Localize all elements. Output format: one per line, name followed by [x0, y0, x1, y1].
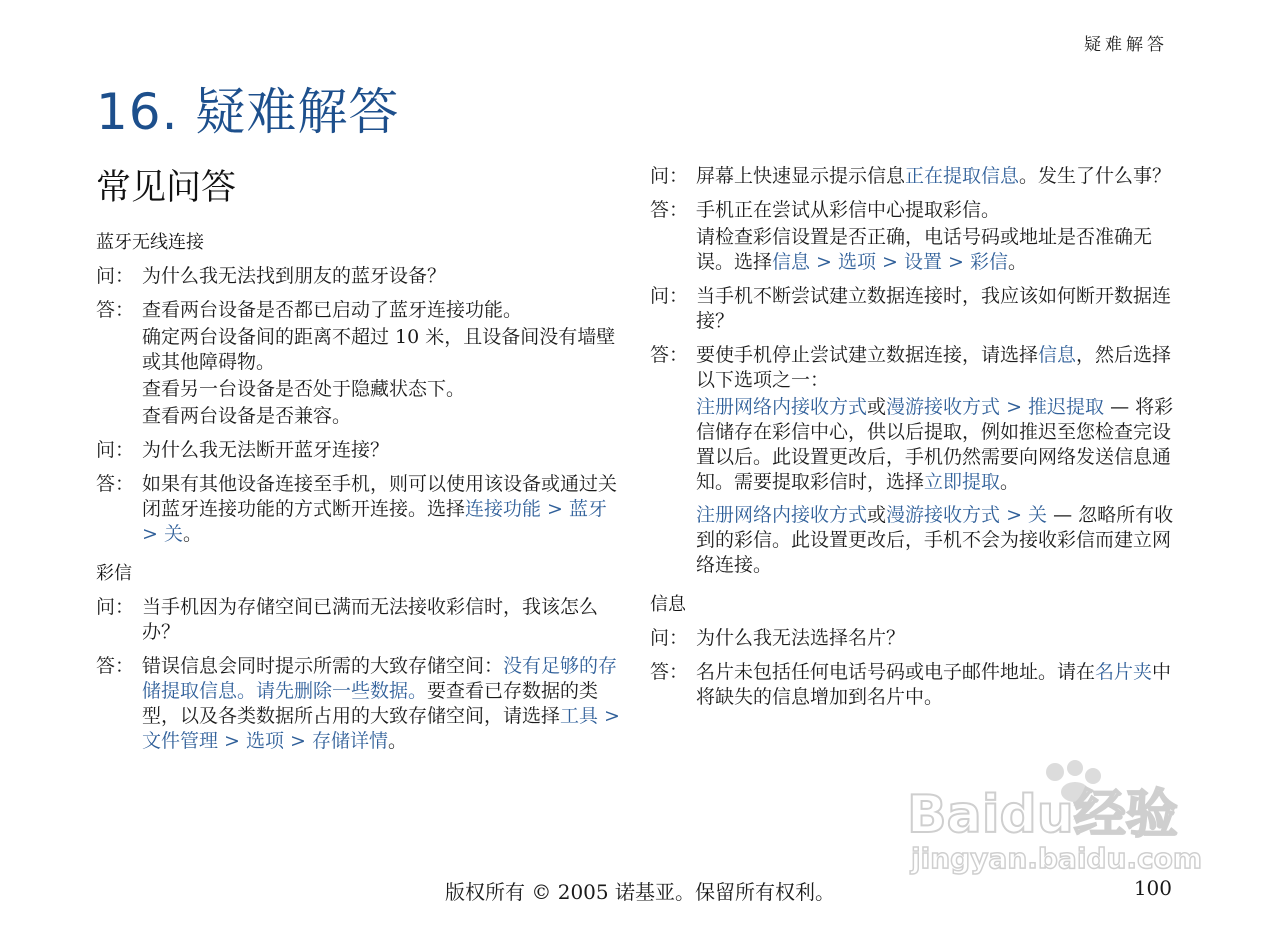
status-message-text: 正在提取信息 — [905, 165, 1020, 187]
question-text: 为什么我无法找到朋友的蓝牙设备？ — [142, 265, 447, 287]
chapter-title: 16. 疑难解答 — [96, 83, 400, 141]
answer-label: 答： — [650, 199, 689, 221]
menu-path-link: 信息 — [1038, 344, 1077, 366]
question-text: 为什么我无法断开蓝牙连接？ — [142, 439, 390, 461]
menu-option-link: 注册网络内接收方式 — [696, 396, 868, 418]
question — [650, 164, 1175, 189]
footer-copyright: 版权所有 © 2005 诺基亚。保留所有权利。 — [445, 880, 835, 904]
answer-text-part: 要使手机停止尝试建立数据连接，请选择 — [696, 344, 1039, 366]
answer-line: 查看两台设备是否兼容。 — [142, 405, 352, 427]
answer-line: 查看另一台设备是否处于隐藏状态下。 — [142, 378, 466, 400]
left-column — [96, 160, 626, 763]
section-title: 常见问答 — [96, 168, 237, 208]
option-text — [696, 395, 1175, 495]
menu-option-link: 立即提取 — [924, 471, 1001, 493]
question — [96, 595, 626, 645]
question-text-part: 屏幕上快速显示提示信息 — [696, 165, 906, 187]
option-description: — 将彩信储存在彩信中心，供以后提取，例如推迟至您检查完设置以后。此设置更改后，手机仍然需要向网络发送信息通知。需要提取彩信时，选择 — [696, 396, 1174, 493]
question — [96, 438, 626, 463]
question-label: 问： — [96, 265, 135, 287]
answer-text-end: ，然后选择以下选项之一： — [696, 344, 1172, 391]
answer-line: 手机正在尝试从彩信中心提取彩信。 — [696, 199, 1001, 221]
option-end: 。 — [1000, 471, 1020, 493]
question-text: 当手机不断尝试建立数据连接时，我应该如何断开数据连接？ — [696, 285, 1172, 332]
answer-text-part: 名片未包括任何电话号码或电子邮件地址。请在 — [696, 661, 1096, 683]
question-label: 问： — [650, 165, 689, 187]
question — [650, 284, 1175, 334]
answer-text — [142, 472, 626, 547]
answer-text-part: 错误信息会同时提示所需的大致存储空间： — [142, 655, 504, 677]
question-label: 问： — [96, 596, 135, 618]
question-text: 为什么我无法选择名片？ — [696, 627, 906, 649]
answer-label: 答： — [96, 299, 135, 321]
menu-path-link: 工具 > 文件管理 > 选项 > 存储详情 — [142, 705, 620, 752]
menu-path-link: 连接功能 > 蓝牙 > 关 — [142, 498, 608, 545]
answer-text-part: 要查看已存数据的类型，以及各类数据所占用的大致存储空间，请选择 — [142, 680, 599, 727]
answer — [96, 654, 626, 754]
answer — [650, 660, 1175, 710]
question-label: 问： — [650, 627, 689, 649]
subsection-mms: 彩信 — [96, 563, 132, 584]
watermark-brand: Baidu经验 — [907, 785, 1178, 845]
answer — [96, 472, 626, 547]
menu-path-link: 名片夹 — [1095, 661, 1153, 683]
answer-line: 查看两台设备是否都已启动了蓝牙连接功能。 — [142, 299, 523, 321]
right-column — [650, 164, 1175, 719]
menu-path-link: 信息 > 选项 > 设置 > 彩信 — [772, 251, 1009, 273]
error-message-text: 没有足够的存储提取信息。请先删除一些数据。 — [142, 655, 618, 702]
running-head: 疑难解答 — [1084, 35, 1168, 55]
option-or: 或 — [867, 504, 887, 526]
answer — [96, 298, 626, 429]
answer-label: 答： — [96, 655, 135, 677]
answer-text — [696, 343, 1175, 393]
answer — [650, 343, 1175, 578]
answer-text-part: 如果有其他设备连接至手机，则可以使用该设备或通过关闭蓝牙连接功能的方式断开连接。选择 — [142, 473, 618, 520]
watermark-url: jingyan.baidu.com — [911, 842, 1203, 875]
baidu-jingyan-watermark — [905, 760, 1205, 880]
subsection-messages: 信息 — [650, 594, 686, 615]
question — [96, 264, 626, 289]
menu-option-link: 注册网络内接收方式 — [696, 504, 868, 526]
question-text: 当手机因为存储空间已满而无法接收彩信时，我该怎么办？ — [142, 596, 599, 643]
question-label: 问： — [96, 439, 135, 461]
answer-text-end: 中将缺失的信息增加到名片中。 — [696, 661, 1172, 708]
question-text-end: 。发生了什么事？ — [1019, 165, 1172, 187]
option-text — [696, 503, 1175, 578]
subsection-bluetooth: 蓝牙无线连接 — [96, 232, 204, 253]
answer-text-end: 。 — [182, 523, 202, 545]
answer-label: 答： — [650, 661, 689, 683]
option-or: 或 — [867, 396, 887, 418]
menu-option-link: 漫游接收方式 > 关 — [886, 504, 1048, 526]
menu-option-link: 漫游接收方式 > 推迟提取 — [886, 396, 1105, 418]
page-number: 100 — [1133, 876, 1172, 900]
answer-text — [696, 660, 1175, 710]
answer-line: 确定两台设备间的距离不超过 10 米，且设备间没有墙壁或其他障碍物。 — [142, 326, 616, 373]
answer-text — [696, 225, 1175, 275]
option-description: — 忽略所有收到的彩信。此设置更改后，手机不会为接收彩信而建立网络连接。 — [696, 504, 1174, 576]
question — [650, 626, 1175, 651]
answer-text-end: 。 — [1008, 251, 1028, 273]
answer — [650, 198, 1175, 275]
answer-text-end: 。 — [388, 730, 408, 752]
question-text — [696, 164, 1175, 189]
question-label: 问： — [650, 285, 689, 307]
answer-label: 答： — [650, 344, 689, 366]
answer-label: 答： — [96, 473, 135, 495]
answer-text — [142, 654, 626, 754]
answer-text-part: 请检查彩信设置是否正确，电话号码或地址是否准确无误。选择 — [696, 226, 1153, 273]
